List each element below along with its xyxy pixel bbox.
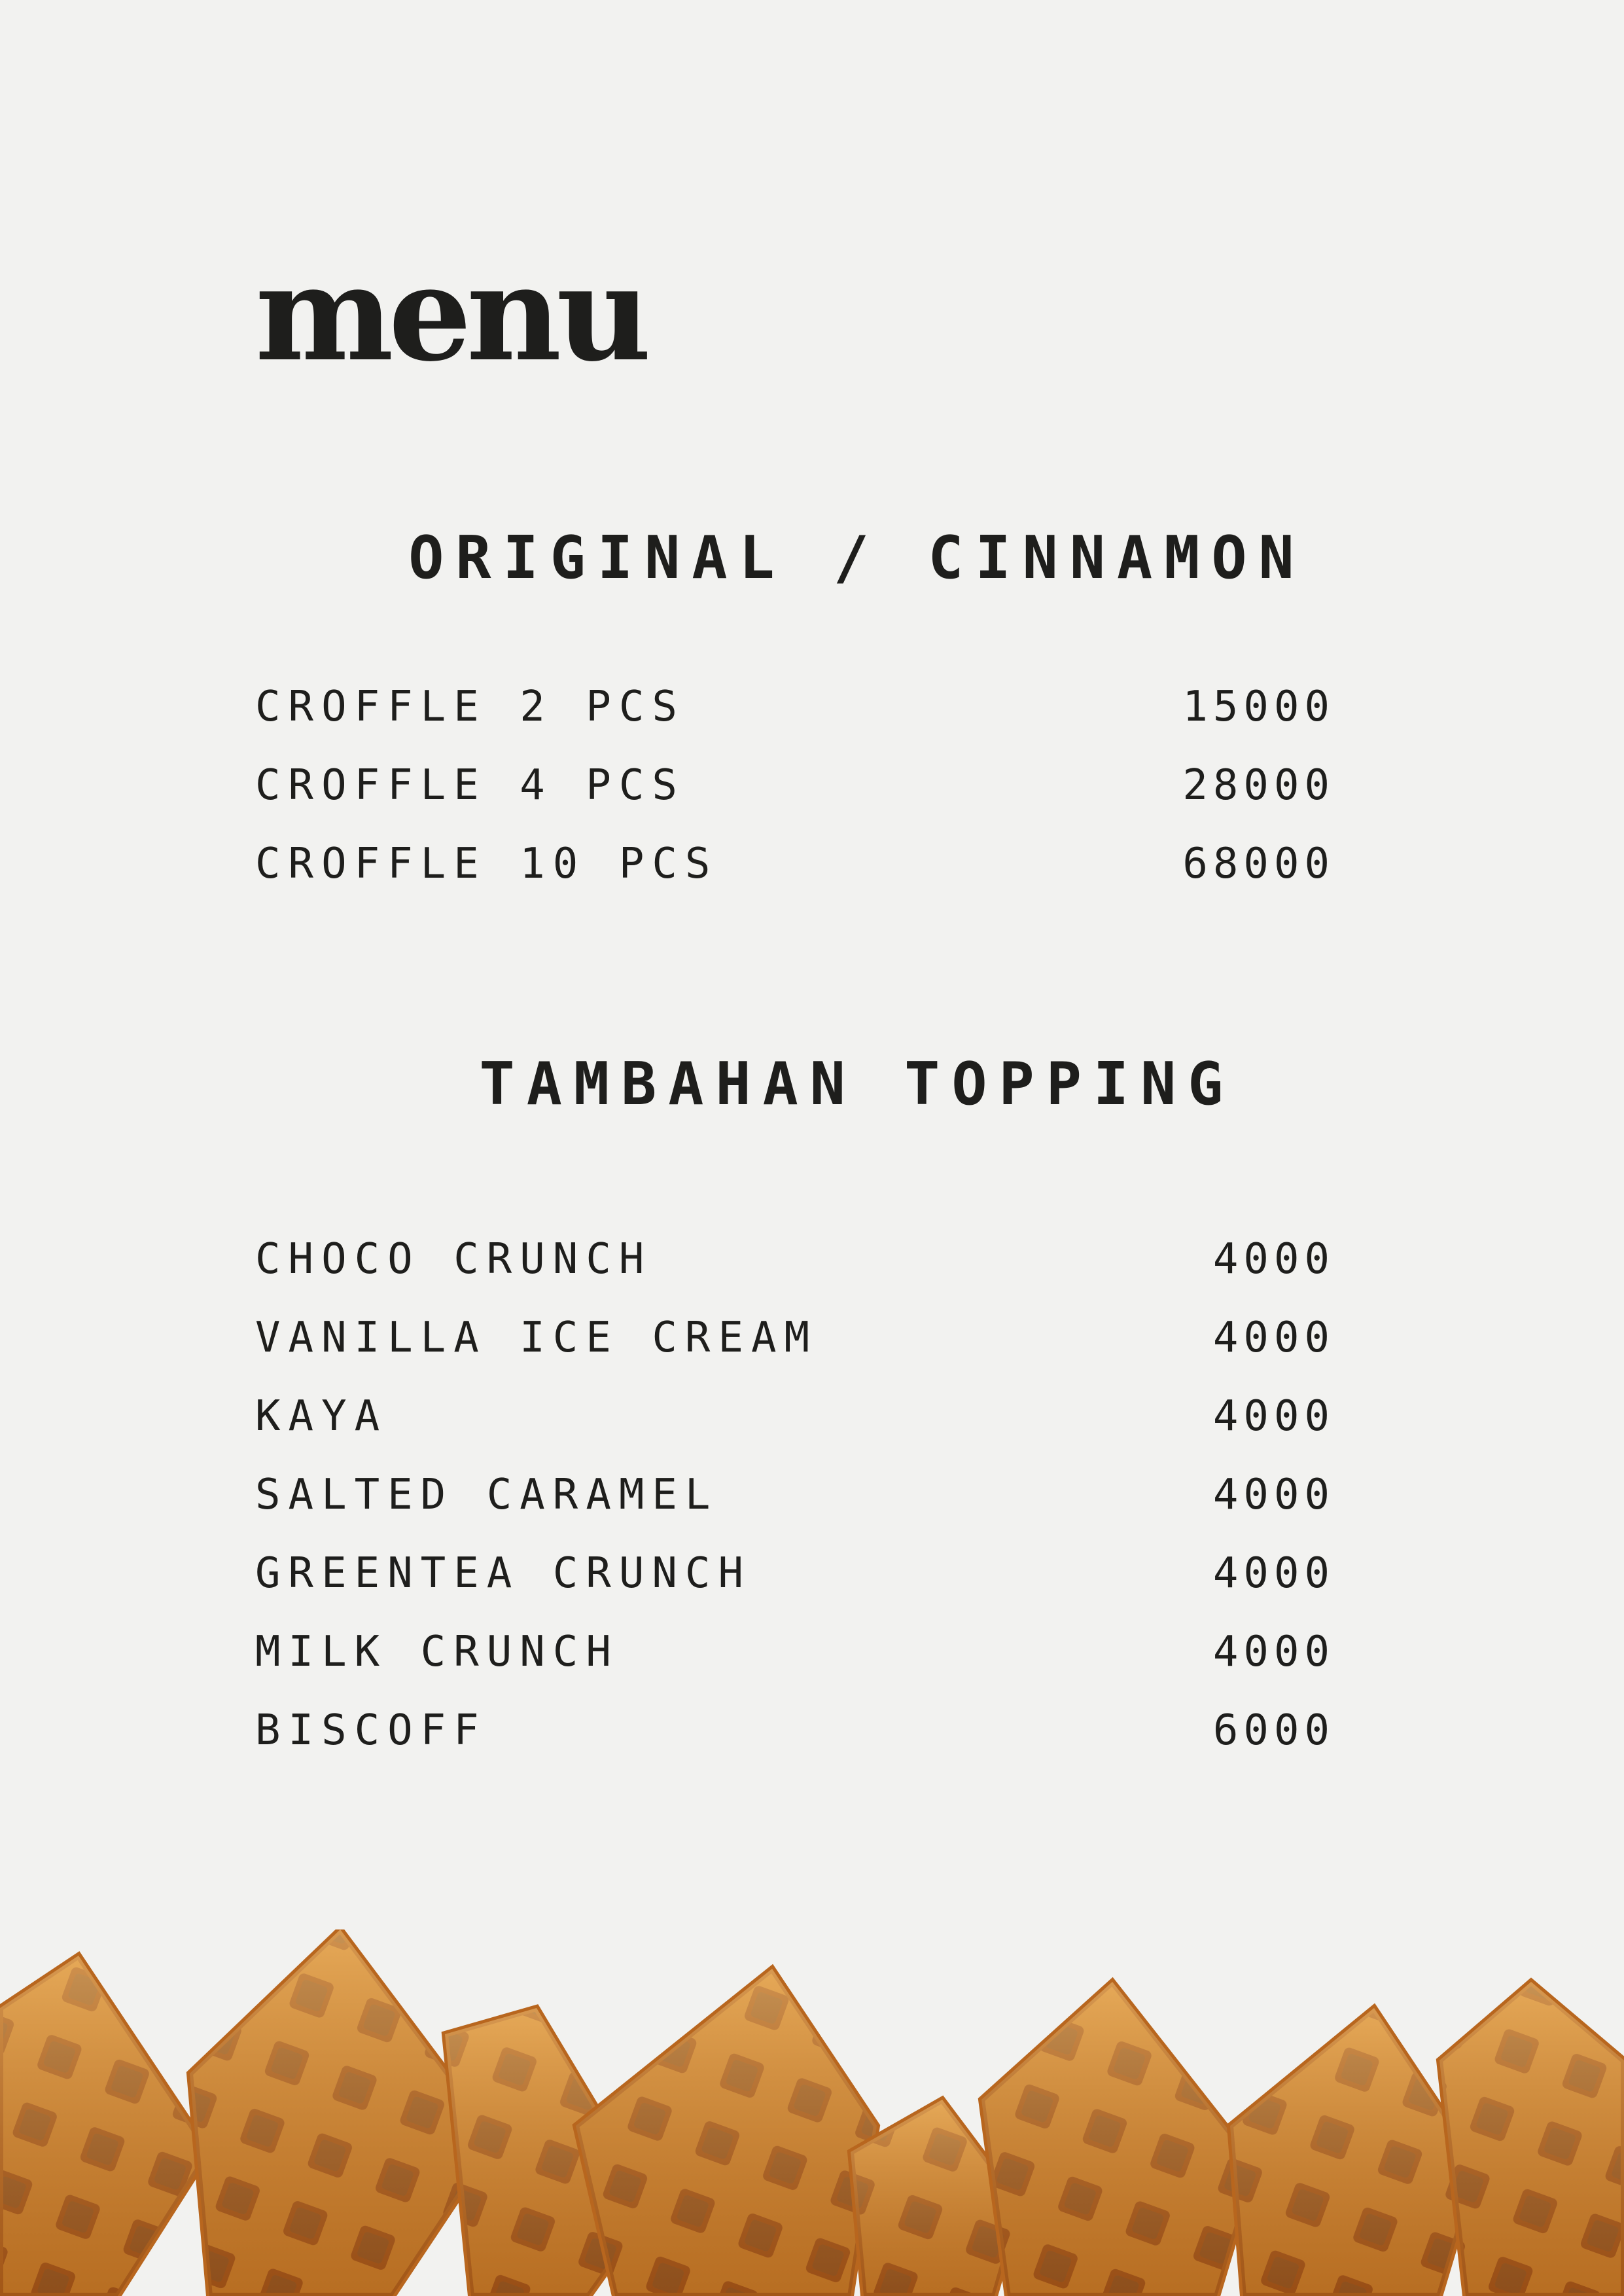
- menu-title: menu: [255, 237, 646, 391]
- item-name: CROFFLE 4 PCS: [255, 761, 685, 810]
- list-item: [255, 1299, 1335, 1377]
- item-name: CROFFLE 10 PCS: [255, 840, 718, 888]
- waffle-icon: [1230, 2008, 1479, 2296]
- waffle-icon: [576, 1969, 877, 2296]
- item-price: 4000: [1212, 1471, 1335, 1519]
- list-item: [255, 1377, 1335, 1456]
- item-price: 28000: [1182, 761, 1335, 810]
- list-item: [255, 1534, 1335, 1613]
- item-name: GREENTEA CRUNCH: [255, 1549, 751, 1598]
- item-name: VANILLA ICE CREAM: [255, 1314, 818, 1362]
- item-price: 68000: [1182, 840, 1335, 888]
- list-item: [255, 746, 1335, 825]
- list-item: [255, 825, 1335, 903]
- item-name: KAYA: [255, 1392, 388, 1441]
- item-name: SALTED CARAMEL: [255, 1471, 718, 1519]
- list-item: [255, 668, 1335, 746]
- list-item: [255, 1613, 1335, 1691]
- item-name: BISCOFF: [255, 1706, 487, 1755]
- item-name: MILK CRUNCH: [255, 1628, 619, 1676]
- waffle-icon: [0, 1956, 209, 2296]
- section-heading-tambahan-topping: TAMBAHAN TOPPING: [479, 1050, 1235, 1119]
- item-price: 15000: [1182, 683, 1335, 731]
- item-price: 4000: [1212, 1314, 1335, 1362]
- list-item: [255, 1691, 1335, 1770]
- item-price: 6000: [1212, 1706, 1335, 1755]
- item-price: 4000: [1212, 1628, 1335, 1676]
- item-name: CROFFLE 2 PCS: [255, 683, 685, 731]
- item-price: 4000: [1212, 1392, 1335, 1441]
- topping-list: [255, 1220, 1335, 1770]
- list-item: [255, 1220, 1335, 1299]
- waffle-icon: [981, 1982, 1256, 2296]
- item-price: 4000: [1212, 1235, 1335, 1283]
- original-cinnamon-list: [255, 668, 1335, 903]
- item-price: 4000: [1212, 1549, 1335, 1598]
- section-heading-original-cinnamon: ORIGINAL / CINNAMON: [408, 524, 1306, 592]
- item-name: CHOCO CRUNCH: [255, 1235, 652, 1283]
- list-item: [255, 1456, 1335, 1534]
- croffle-decoration: [0, 1929, 1624, 2296]
- waffle-icon: [1439, 1982, 1624, 2296]
